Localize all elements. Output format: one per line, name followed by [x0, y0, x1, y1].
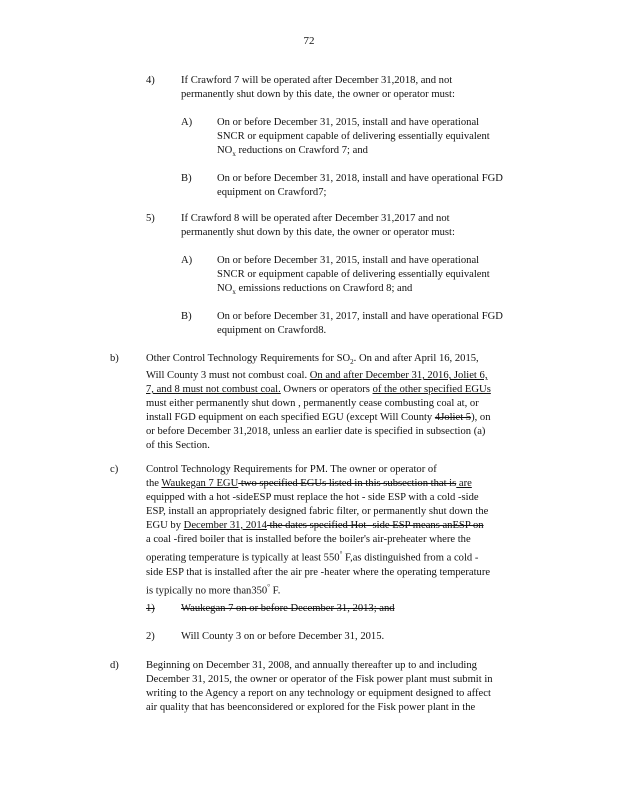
item-c1-label: 1) — [146, 603, 155, 614]
text-fragment: ), on — [471, 412, 491, 424]
text-line: a coal -fired boiler that is installed before the boiler's air-preheater where the — [146, 534, 471, 545]
item-5-label: 5) — [146, 213, 155, 224]
item-4b-label: B) — [181, 173, 192, 184]
nox-symbol: NO — [217, 145, 233, 156]
text-fragment: is typically no more than350 — [146, 585, 268, 597]
text-fragment: Other Control Technology Requirements for SO — [146, 353, 351, 364]
text-fragment: . On and after April 16, 2015, — [353, 353, 479, 364]
text-line: On or before December 31, 2015, install and have operational — [217, 255, 480, 266]
text-line: SNCR or equipment capable of delivering essentially equivalent — [217, 269, 490, 280]
item-4a-label: A) — [181, 117, 193, 128]
text-fragment: EGU by — [146, 520, 184, 531]
text-fragment: F. — [270, 585, 281, 597]
text-line: equipment on Crawford7; — [217, 187, 327, 198]
item-5a-text — [217, 254, 537, 299]
degree-symbol: ° — [339, 550, 343, 558]
text-fragment: the — [146, 478, 162, 489]
inserted-text: December 31, 2014 — [183, 520, 267, 531]
text-line: permanently shut down by this date, the owner or operator must: — [181, 227, 455, 238]
text-line: On or before December 31, 2017, install and have operational FGD — [217, 311, 503, 322]
subscript: x — [232, 150, 236, 159]
text-line: If Crawford 8 will be operated after December 31,2017 and not — [181, 213, 450, 224]
item-4b-text — [217, 172, 537, 200]
item-4-label: 4) — [146, 75, 155, 86]
item-5b-text — [217, 310, 537, 338]
para-c-label: c) — [110, 464, 119, 475]
text-fragment: emissions reductions on Crawford 8; and — [238, 283, 413, 294]
deleted-text: the dates specified Hot -side ESP means anESP on — [266, 520, 484, 531]
text-line — [146, 352, 539, 369]
text-line: SNCR or equipment capable of delivering essentially equivalent — [217, 131, 490, 142]
subscript: 2 — [350, 358, 354, 367]
text-fragment: Will County 3 must not combust coal. — [146, 370, 310, 382]
text-line — [146, 519, 539, 533]
subscript: x — [232, 288, 236, 297]
degree-symbol: ° — [267, 582, 271, 591]
para-c-text — [146, 463, 539, 598]
text-fragment: install FGD equipment on each specified EGU (except Will County — [146, 412, 435, 424]
para-d-label: d) — [110, 660, 119, 671]
text-line: Beginning on December 31, 2008, and annually thereafter up to and including — [146, 660, 477, 671]
text-line — [146, 547, 539, 566]
item-5b-label: B) — [181, 311, 192, 322]
item-c2-text: Will County 3 on or before December 31, 2015. — [181, 631, 385, 642]
page-number: 72 — [303, 35, 315, 47]
text-fragment: reductions on Crawford 7; and — [238, 145, 368, 156]
text-fragment: F,as distinguished from a cold - — [342, 552, 479, 564]
text-line: December 31, 2015, the owner or operator of the Fisk power plant must submit in — [146, 674, 493, 685]
text-line: of this Section. — [146, 440, 210, 452]
text-line: On or before December 31, 2015, install and have operational — [217, 117, 480, 128]
text-line — [146, 580, 539, 599]
item-c1-text: Waukegan 7 on or before December 31, 2013; and — [181, 603, 395, 614]
inserted-text: Waukegan 7 EGU — [161, 478, 239, 489]
item-5a-label: A) — [181, 255, 193, 266]
text-line — [217, 282, 537, 299]
item-5-text — [181, 212, 489, 240]
text-line: ESP, install an appropriately designed fabric filter, or permanently shut down the — [146, 506, 489, 517]
text-line: or before December 31,2018, unless an earlier date is specified in subsection (a) — [146, 426, 486, 438]
text-line: side ESP that is installed after the air pre -heater where the operating temperature — [146, 566, 491, 578]
inserted-text: of the other specified EGUs — [372, 384, 491, 396]
text-line: writing to the Agency a report on any technology or equipment designed to affect — [146, 688, 491, 699]
text-line: On or before December 31, 2018, install and have operational FGD — [217, 173, 503, 184]
deleted-text: two specified EGUs listed in this subsection that is — [238, 478, 457, 489]
item-4a-text — [217, 116, 537, 161]
text-line: Control Technology Requirements for PM. The owner or operator of — [146, 464, 437, 475]
text-line — [146, 477, 539, 491]
text-line — [146, 411, 539, 425]
text-line: air quality that has beenconsidered or explored for the Fisk power plant in the — [146, 702, 476, 713]
text-line: equipment on Crawford8. — [217, 325, 327, 336]
item-4-text — [181, 74, 489, 102]
text-line — [217, 144, 537, 161]
para-b-text — [146, 352, 539, 453]
deleted-text: 4Joliet 5 — [434, 412, 472, 424]
nox-symbol: NO — [217, 283, 233, 294]
text-line — [146, 383, 539, 397]
para-b-label: b) — [110, 353, 119, 364]
text-fragment: Owners or operators — [280, 384, 373, 396]
inserted-text: On and after December 31, 2016, Joliet 6, — [309, 370, 488, 382]
text-line — [146, 369, 539, 383]
inserted-text: 7, and 8 must not combust coal. — [146, 384, 281, 396]
para-d-text — [146, 659, 539, 715]
item-c2-label: 2) — [146, 631, 155, 642]
text-line: equipped with a hot -sideESP must replace the hot - side ESP with a cold -side — [146, 492, 479, 503]
text-line: permanently shut down by this date, the owner or operator must: — [181, 89, 455, 100]
text-fragment: operating temperature is typically at least 550 — [146, 552, 340, 564]
text-line: must either permanently shut down , permanently cease combusting coal at, or — [146, 398, 479, 410]
inserted-text: are — [456, 478, 472, 489]
text-line: If Crawford 7 will be operated after December 31,2018, and not — [181, 75, 453, 86]
